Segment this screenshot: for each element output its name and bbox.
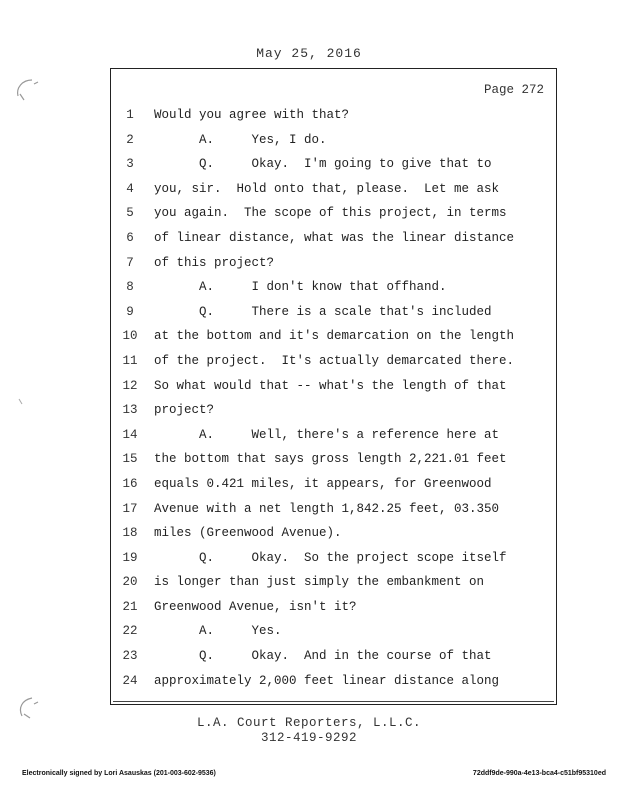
transcript-line	[111, 423, 556, 448]
transcript-line	[111, 177, 556, 202]
line-text: of linear distance, what was the linear distance	[154, 230, 515, 245]
line-text: of this project?	[154, 255, 275, 270]
transcript-line	[111, 497, 556, 522]
transcript-line	[111, 349, 556, 374]
line-number: 17	[122, 501, 138, 516]
transcript-line	[111, 103, 556, 128]
line-number: 4	[126, 181, 134, 196]
line-number: 10	[122, 329, 138, 344]
line-number: 19	[122, 550, 138, 565]
line-text: Q. Okay. And in the course of that	[154, 649, 492, 664]
line-number: 20	[122, 575, 138, 590]
line-text: Avenue with a net length 1,842.25 feet, 03.350	[154, 501, 500, 516]
line-text: A. Yes, I do.	[154, 132, 327, 147]
page-number: Page 272	[483, 83, 544, 97]
line-number: 18	[122, 526, 138, 541]
line-number: 9	[126, 304, 134, 319]
line-text: the bottom that says gross length 2,221.01 feet	[154, 452, 507, 467]
line-number: 8	[126, 280, 134, 295]
line-text: A. Yes.	[154, 624, 282, 639]
line-number: 2	[126, 132, 134, 147]
line-number: 22	[122, 624, 138, 639]
line-text: project?	[154, 403, 215, 418]
scan-speck	[18, 398, 24, 406]
line-text: Greenwood Avenue, isn't it?	[154, 599, 357, 614]
line-text: Would you agree with that?	[154, 108, 350, 122]
line-number: 7	[126, 255, 134, 270]
transcript-line	[111, 570, 556, 595]
line-text: equals 0.421 miles, it appears, for Greenwood	[154, 476, 492, 491]
line-number: 14	[122, 427, 138, 442]
transcript-line	[111, 644, 556, 669]
line-number: 16	[122, 476, 138, 491]
transcript-page	[110, 68, 557, 705]
transcript-lines	[111, 103, 556, 693]
line-text: is longer than just simply the embankment on	[154, 575, 485, 590]
line-number: 24	[122, 673, 138, 688]
line-text: Q. There is a scale that's included	[154, 304, 492, 319]
line-text: miles (Greenwood Avenue).	[154, 526, 342, 541]
transcript-line	[111, 595, 556, 620]
transcript-line	[111, 669, 556, 694]
transcript-line	[111, 398, 556, 423]
court-reporter-name: L.A. Court Reporters, L.L.C.	[196, 716, 422, 730]
line-number: 23	[122, 649, 138, 664]
line-number: 3	[126, 157, 134, 172]
line-text: Q. Okay. I'm going to give that to	[154, 157, 492, 172]
transcript-line	[111, 472, 556, 497]
transcript-line	[111, 201, 556, 226]
line-text: Q. Okay. So the project scope itself	[154, 550, 507, 565]
line-text: at the bottom and it's demarcation on the length	[154, 329, 515, 344]
line-number: 5	[126, 206, 134, 221]
line-number: 6	[126, 230, 134, 245]
transcript-line	[111, 619, 556, 644]
electronic-signature: Electronically signed by Lori Asauskas (201-003-602-9536)	[22, 770, 216, 777]
transcript-line	[111, 447, 556, 472]
line-number: 21	[122, 599, 138, 614]
line-number: 13	[122, 403, 138, 418]
line-number: 1	[126, 108, 134, 122]
transcript-line	[111, 152, 556, 177]
transcript-line	[111, 324, 556, 349]
court-reporter-phone: 312-419-9292	[260, 731, 357, 745]
document-id: 72ddf9de-990a-4e13-bca4-c51bf95310ed	[472, 770, 606, 777]
line-number: 11	[122, 353, 138, 368]
transcript-line	[111, 521, 556, 546]
transcript-line	[111, 300, 556, 325]
line-text: of the project. It's actually demarcated there.	[154, 353, 515, 368]
transcript-line	[111, 374, 556, 399]
transcript-line	[111, 546, 556, 571]
transcript-line	[111, 226, 556, 251]
reporter-footer	[0, 716, 618, 746]
line-text: A. Well, there's a reference here at	[154, 427, 500, 442]
line-text: you again. The scope of this project, in terms	[154, 206, 507, 221]
line-text: you, sir. Hold onto that, please. Let me ask	[154, 181, 500, 196]
line-text: A. I don't know that offhand.	[154, 280, 447, 295]
line-text: So what would that -- what's the length of that	[154, 378, 507, 393]
punch-hole-mark-top	[12, 76, 42, 106]
transcript-line	[111, 128, 556, 153]
transcript-line	[111, 251, 556, 276]
line-text: approximately 2,000 feet linear distance along	[154, 673, 500, 688]
line-number: 15	[122, 452, 138, 467]
deposition-date: May 25, 2016	[256, 46, 362, 61]
transcript-line	[111, 275, 556, 300]
line-number: 12	[122, 378, 138, 393]
